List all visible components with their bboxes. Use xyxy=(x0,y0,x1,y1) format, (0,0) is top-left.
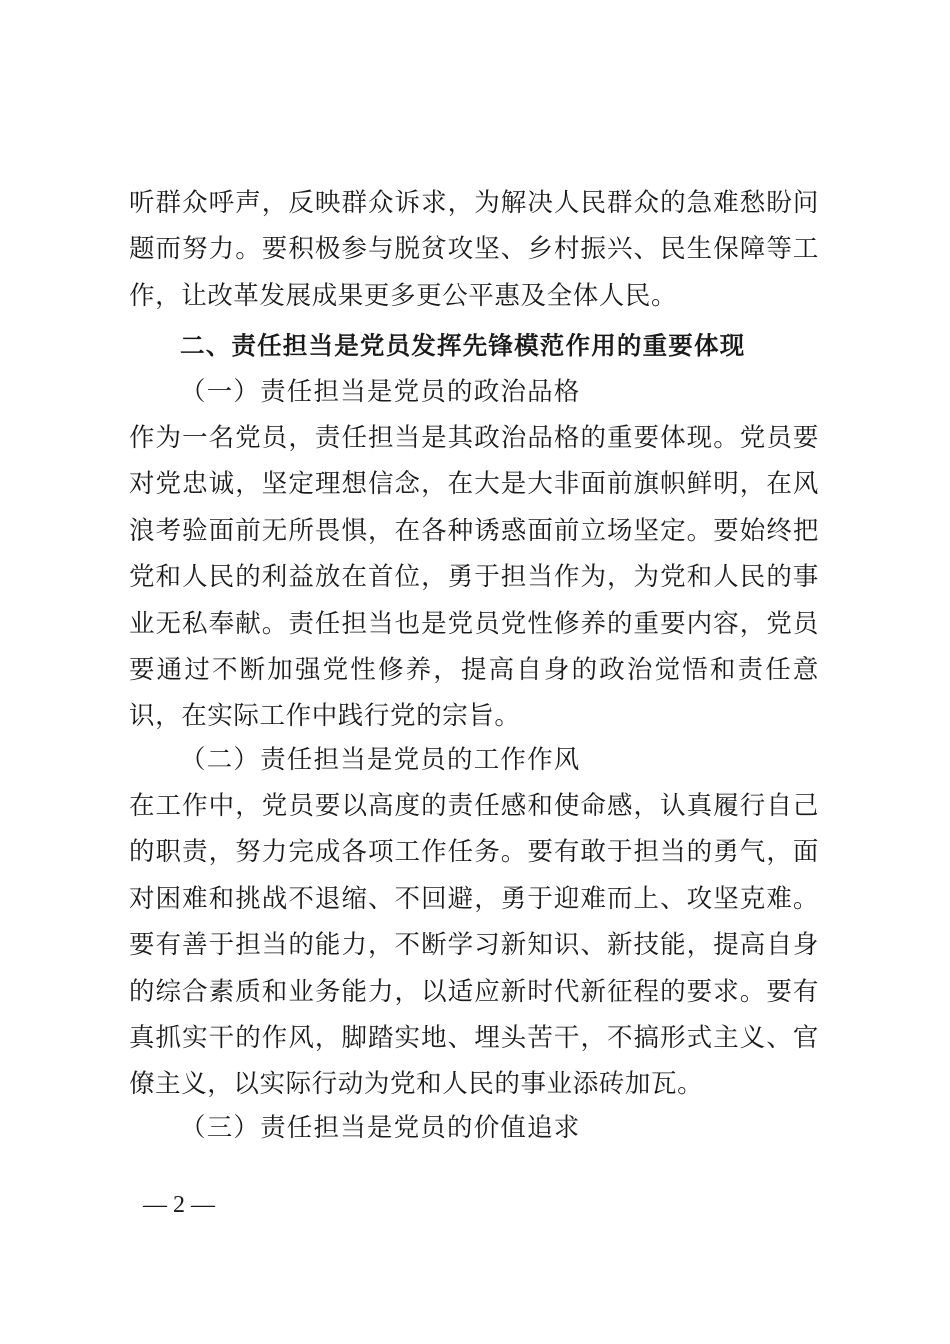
subsection-1-title: （一）责任担当是党员的政治品格 xyxy=(180,377,581,407)
subsection-1-body: 作为一名党员，责任担当是其政治品格的重要体现。党员要对党忠诚，坚定理想信念，在大是大非面前旗帜鲜明，在风浪考验面前无所畏惧，在各种诱惑面前立场坚定。要始终把党和人民的利益放在首位，勇于担当作为，为党和人民的事业无私奉献。责任担当也是党员党性修养的重要内容，党员要通过不断加强党性修养，提高自身的政治觉悟和责任意识，在实际工作中践行党的宗旨。 xyxy=(129,423,819,732)
subsection-3-title: （三）责任担当是党员的价值追求 xyxy=(180,1113,581,1143)
section-heading: 二、责任担当是党员发挥先锋模范作用的重要体现 xyxy=(180,331,746,360)
page-number: — 2 — xyxy=(143,1192,215,1218)
subsection-2-body: 在工作中，党员要以高度的责任感和使命感，认真履行自己的职责，努力完成各项工作任务。要有敢于担当的勇气，面对困难和挑战不退缩、不回避，勇于迎难而上、攻坚克难。要有善于担当的能力，不断学习新知识、新技能，提高自身的综合素质和业务能力，以适应新时代新征程的要求。要有真抓实干的作风，脚踏实地、埋头苦干，不搞形式主义、官僚主义，以实际行动为党和人民的事业添砖加瓦。 xyxy=(129,791,819,1100)
continuation-paragraph: 听群众呼声，反映群众诉求，为解决人民群众的急难愁盼问题而努力。要积极参与脱贫攻坚、乡村振兴、民生保障等工作，让改革发展成果更多更公平惠及全体人民。 xyxy=(129,188,819,311)
subsection-2-title: （二）责任担当是党员的工作作风 xyxy=(180,745,581,775)
